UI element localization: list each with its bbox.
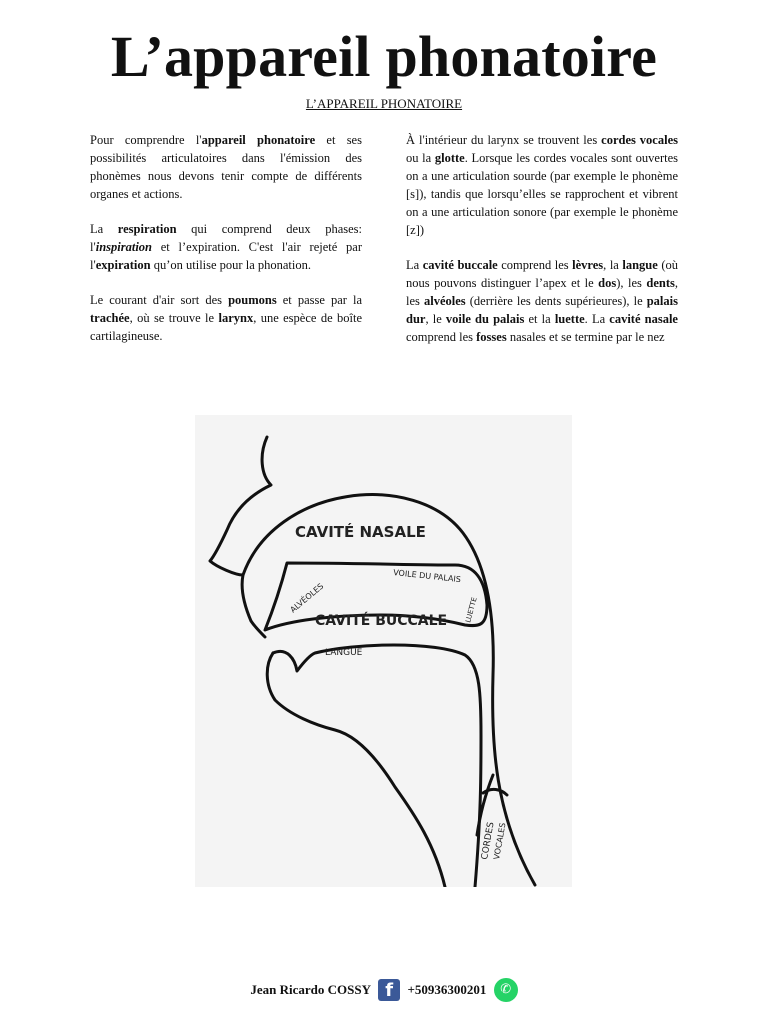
face-profile-outline [210,437,271,637]
label-alveoles: ALVÉOLES [288,581,326,615]
vocal-tract-svg [195,415,572,887]
label-luette: LUETTE [464,596,479,624]
author-name: Jean Ricardo COSSY [250,982,371,997]
facebook-icon[interactable]: f [378,979,400,1001]
label-voile-du-palais: VOILE DU PALAIS [392,568,462,585]
label-vocales: VOCALES [492,822,508,861]
paragraph-respiration: La respiration qui comprend deux phases: l'inspiration et l’expiration. C'est l'air rejeté par l'expiration qu’on utilise pour la phonation. [90,222,362,272]
paragraph-appareil: Pour comprendre l'appareil phonatoire et ses possibilités articulatoires dans l'émission des phonèmes nous devons tenir compte de différents organes et actions. [90,133,362,201]
label-langue: LANGUE [325,648,363,658]
tongue-jaw-outline [273,645,481,887]
vocal-tract-drawing [195,415,572,887]
whatsapp-icon[interactable]: ✆ [494,978,518,1002]
lower-lip-chin-outline [267,653,445,887]
label-cavite-buccale: CAVITÉ BUCCALE [315,613,448,629]
label-cordes: CORDES [480,821,497,861]
paragraph-courant-air: Le courant d'air sort des poumons et passe par la trachée, où se trouve le larynx, une espèce de boîte cartilagineuse. [90,293,363,343]
page-subtitle: L’APPAREIL PHONATOIRE [305,96,463,111]
left-column [90,131,362,362]
paragraph-larynx: À l'intérieur du larynx se trouvent les cordes vocales ou la glotte. Lorsque les cordes vocales sont ouvertes on a une articulation sourde (par exemple le phonème [s]), tandis que lorsqu’elles se rapprochent et vibrent on a une articulation sonore (par exemple le phonème [z]) [406,133,678,237]
right-column [406,131,678,363]
phone-number: +50936300201 [407,982,487,997]
footer [0,978,768,1002]
page-title: L’appareil phonatoire [110,24,658,89]
label-cavite-nasale: CAVITÉ NASALE [295,523,426,541]
paragraph-cavites: La cavité buccale comprend les lèvres, la langue (où nous pouvons distinguer l’apex et le dos), les dents, les alvéoles (derrière les dents supérieures), le palais dur, le voile du palais et la luette. La cavité nasale comprend les fosses nasales et se termine par le nez [406,258,678,344]
